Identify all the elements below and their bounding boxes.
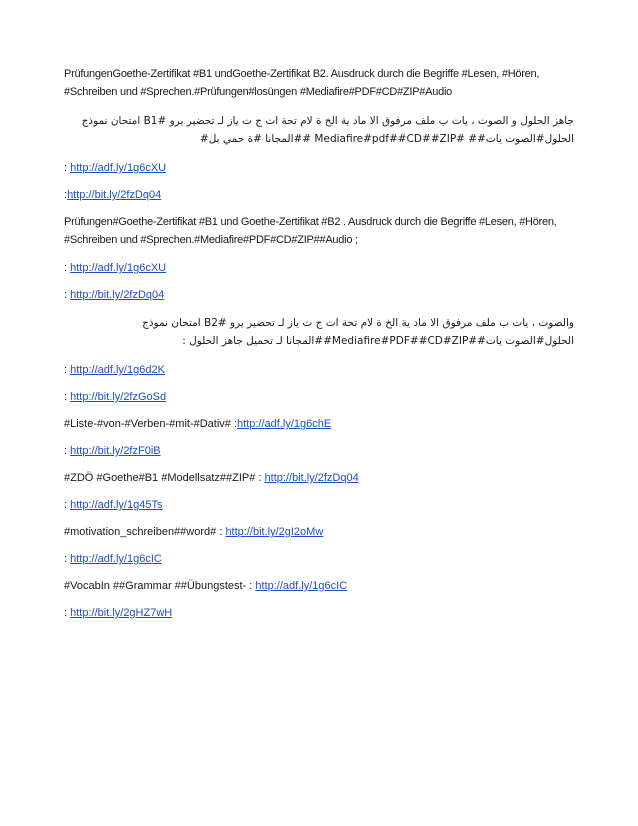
link-prefix: : (64, 499, 71, 511)
arabic-line: جاهز الحلول و الصوت ، يات ب ملف مرفوق الا ماد ية الخ ة لام تحة ات ج ت ياز لـ تحضير يرو #B1 امتحان نموذج (81, 115, 574, 127)
adfly-link[interactable]: http://adf.ly/1g45Ts (70, 499, 163, 511)
bitly-link[interactable]: http://bit.ly/2gHZ7wH (70, 607, 173, 619)
adfly-link[interactable]: http://adf.ly/1g6chE (237, 418, 332, 430)
bitly-link[interactable]: http://bit.ly/2fzF0iB (70, 445, 161, 457)
hashtag-link-line (64, 416, 574, 433)
adfly-link[interactable]: http://adf.ly/1g6cIC (70, 553, 162, 565)
link-line (64, 605, 574, 622)
link-line (64, 497, 574, 514)
link-prefix: : (64, 189, 68, 201)
link-line (64, 443, 574, 460)
second-paragraph: Prüfungen#Goethe-Zertifikat #B1 und Goethe-Zertifikat #B2 . Ausdruck durch die Begriffe #Lesen, #Hören, #Schreiben und #Sprechen.#Mediafire#PDF#CD#ZIP##Audio ; (64, 216, 557, 246)
adfly-link[interactable]: http://adf.ly/1g6cIC (255, 580, 348, 592)
arabic-line: الحلول#الصوت يات## #Mediafire#pdf##CD##ZIP ##المجانا #ة حمي بل# (199, 133, 574, 145)
arabic-line: والصوت ، يات ب ملف مرفوق الا ماد ية الخ ة لام تحة ات ج ت ياز لـ تحضير يرو #B2 امتحان نموذج (142, 317, 574, 329)
hashtag-prefix: #motivation_schreiben##word# : (64, 526, 226, 538)
hashtag-link-line (64, 470, 574, 487)
link-line (64, 362, 574, 379)
link-line (64, 187, 574, 204)
bitly-link[interactable]: http://bit.ly/2fzGoSd (70, 391, 167, 403)
link-prefix: : (64, 262, 71, 274)
adfly-link[interactable]: http://adf.ly/1g6d2K (70, 364, 165, 376)
adfly-link[interactable]: http://adf.ly/1g6cXU (70, 262, 167, 274)
link-prefix: : (64, 289, 71, 301)
hashtag-prefix: #Liste-#von-#Verben-#mit-#Dativ# : (64, 418, 238, 430)
intro-paragraph: PrüfungenGoethe-Zertifikat #B1 undGoethe-Zertifikat B2. Ausdruck durch die Begriffe #Lesen, #Hören, #Schreiben und #Sprechen.#Prüfungen#losüngen #Mediafire#PDF#CD#ZIP#Audio (64, 68, 540, 98)
link-line (64, 287, 574, 304)
hashtag-prefix: #VocabIn ##Grammar ##Übungstest- : (64, 580, 256, 592)
link-prefix: : (64, 445, 71, 457)
hashtag-prefix: #ZDÖ #Goethe#B1 #Modellsatz##ZIP# : (64, 472, 265, 484)
bitly-link[interactable]: http://bit.ly/2gI2oMw (225, 526, 324, 538)
arabic-paragraph-b2 (64, 314, 574, 350)
link-line (64, 260, 574, 277)
arabic-line: الحلول#الصوت يات##Mediafire#PDF##CD#ZIP##المجانا لـ تحميل جاهز الحلول : (182, 335, 574, 347)
link-line (64, 160, 574, 177)
link-prefix: : (64, 391, 71, 403)
link-line (64, 551, 574, 568)
arabic-paragraph-b1 (64, 112, 574, 148)
adfly-link[interactable]: http://adf.ly/1g6cXU (70, 162, 167, 174)
link-prefix: : (64, 162, 71, 174)
hashtag-link-line (64, 578, 574, 595)
link-prefix: : (64, 607, 71, 619)
bitly-link[interactable]: http://bit.ly/2fzDq04 (264, 472, 359, 484)
bitly-link[interactable]: http://bit.ly/2fzDq04 (70, 289, 165, 301)
link-prefix: : (64, 364, 71, 376)
link-line (64, 389, 574, 406)
bitly-link[interactable]: http://bit.ly/2fzDq04 (67, 189, 162, 201)
hashtag-link-line (64, 524, 574, 541)
link-prefix: : (64, 553, 71, 565)
